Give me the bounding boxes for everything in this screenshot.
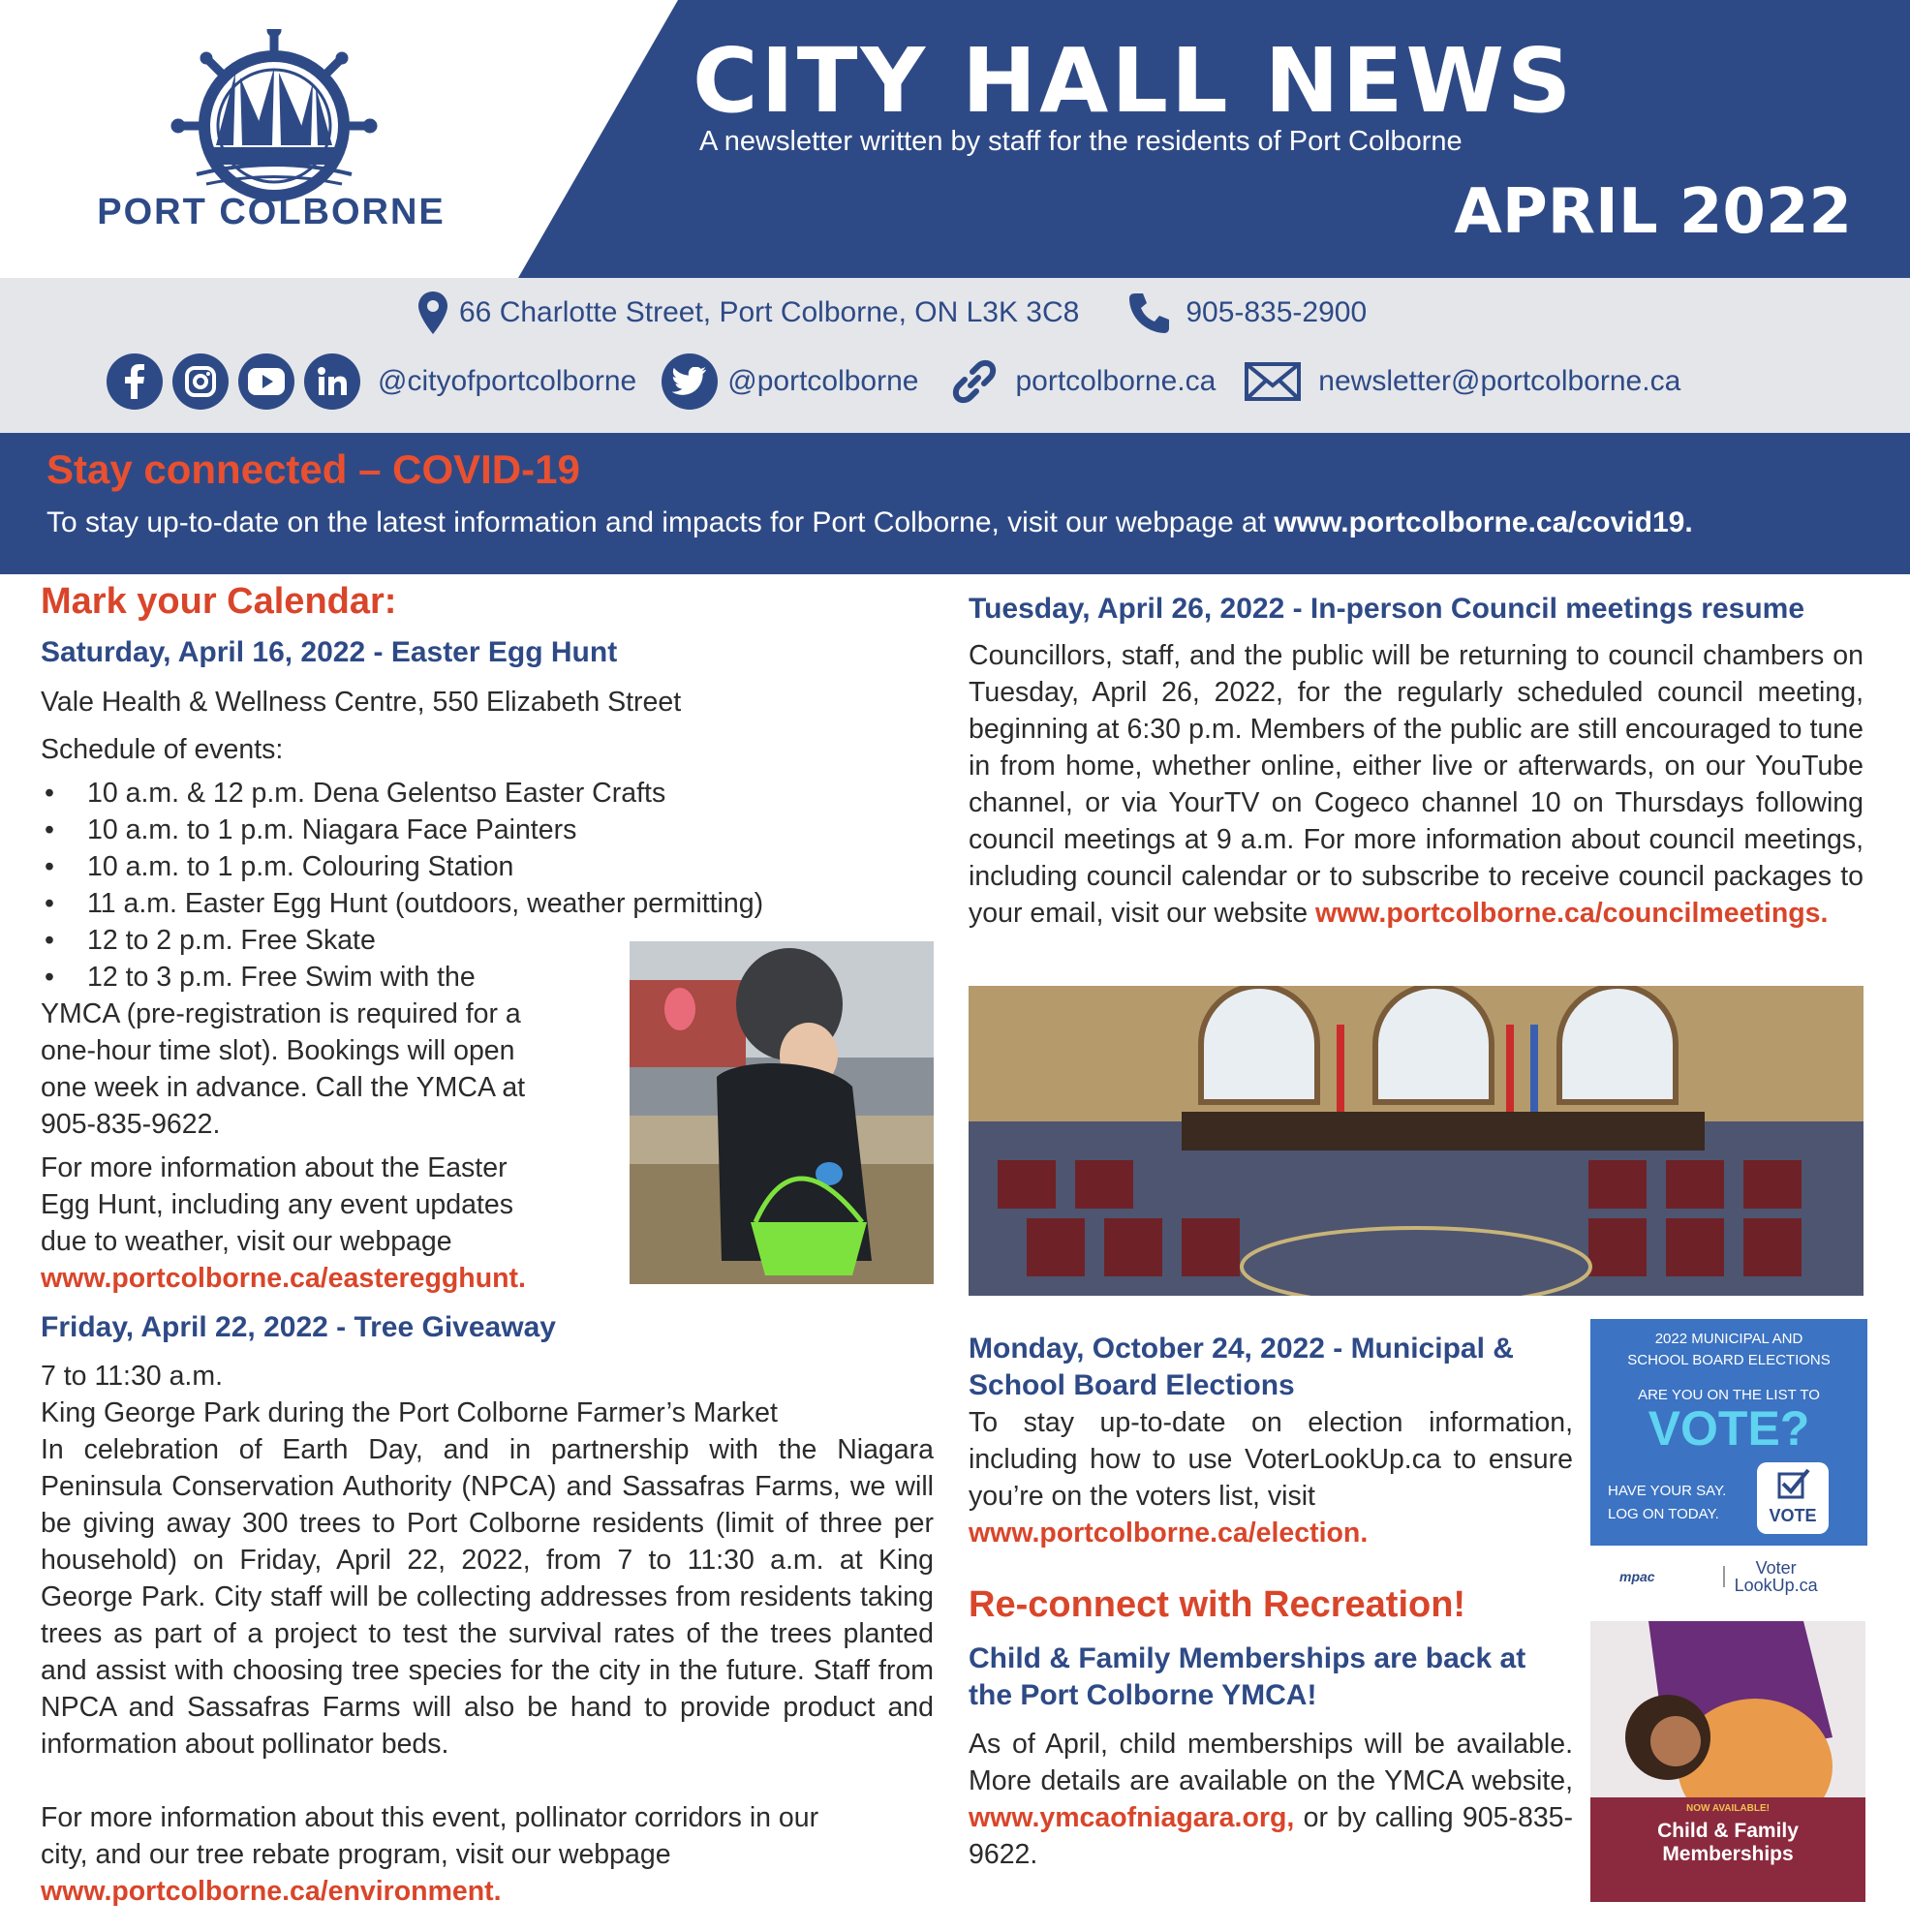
vote-badge <box>1757 1462 1829 1534</box>
text-line: For more information about the Easter <box>41 1152 508 1183</box>
org-name: PORT COLBORNE <box>97 192 446 232</box>
poster-line: 2022 MUNICIPAL AND <box>1654 1331 1803 1347</box>
email-text[interactable]: newsletter@portcolborne.ca <box>1318 365 1681 397</box>
election-link[interactable]: www.portcolborne.ca/election. <box>969 1518 1369 1549</box>
recreation-text <box>969 1726 1573 1873</box>
heading-line: School Board Elections <box>969 1369 1295 1401</box>
covid-body: To stay up-to-date on the latest information and impacts for Port Colborne, visit our webpage at <box>46 506 1275 538</box>
heading-line: Monday, October 24, 2022 - Municipal & <box>969 1333 1514 1365</box>
text-line: city, and our tree rebate program, visit our webpage <box>41 1839 671 1870</box>
elections-body: To stay up-to-date on election information, including how to use VoterLookUp.ca to ensure you’re on the voters list, visit <box>969 1407 1573 1512</box>
easter-photo <box>630 941 934 1284</box>
council-link[interactable]: www.portcolborne.ca/councilmeetings. <box>1314 898 1829 929</box>
social-handle[interactable]: @cityofportcolborne <box>378 365 637 397</box>
text-line: 905-835-9622. <box>41 1109 221 1140</box>
instagram-icon[interactable] <box>172 353 229 410</box>
list-item: • 10 a.m. & 12 p.m. Dena Gelentso Easter Crafts <box>41 775 763 812</box>
schedule-label: Schedule of events: <box>41 734 284 765</box>
text-line: due to weather, visit our webpage <box>41 1226 452 1257</box>
environment-link[interactable]: www.portcolborne.ca/environment. <box>41 1876 502 1907</box>
poster-line: SCHOOL BOARD ELECTIONS <box>1627 1352 1831 1368</box>
easter-heading: Saturday, April 16, 2022 - Easter Egg Hunt <box>41 636 618 668</box>
covid-banner <box>0 433 1910 574</box>
contact-row-1 <box>418 290 1367 336</box>
recreation-subheading: Child & Family Memberships are back at the Port Colborne YMCA! <box>969 1642 1526 1711</box>
mail-icon <box>1245 362 1301 401</box>
list-item: • 10 a.m. to 1 p.m. Colouring Station <box>41 848 763 885</box>
swim-details <box>41 996 525 1143</box>
checkbox-icon <box>1773 1468 1812 1501</box>
location-pin-icon <box>418 291 447 334</box>
text-line: one week in advance. Call the YMCA at <box>41 1072 526 1103</box>
text-line: Egg Hunt, including any event updates <box>41 1189 514 1220</box>
badge-text: VOTE <box>1769 1506 1817 1525</box>
newsletter-header <box>0 0 1910 278</box>
poster-line: LOG ON TODAY. <box>1608 1506 1719 1522</box>
list-item: • 12 to 2 p.m. Free Skate <box>41 922 763 959</box>
council-chambers-photo <box>969 986 1864 1296</box>
newsletter-title: CITY HALL NEWS <box>693 29 1575 133</box>
tree-location: King George Park during the Port Colborne Farmer’s Market <box>41 1397 778 1428</box>
ymca-link[interactable]: www.ymcaofniagara.org, <box>969 1802 1295 1833</box>
linkedin-icon[interactable] <box>304 353 360 410</box>
vote-sponsors <box>1619 1559 1818 1594</box>
phone-text[interactable]: 905-835-2900 <box>1186 296 1368 328</box>
voterlookup-logo <box>1735 1559 1818 1594</box>
youtube-icon[interactable] <box>238 353 294 410</box>
poster-vote: VOTE? <box>1648 1401 1810 1456</box>
covid-text <box>46 506 1693 539</box>
list-item: • 12 to 3 p.m. Free Swim with the <box>41 959 763 996</box>
calendar-heading: Mark your Calendar: <box>41 581 397 622</box>
contact-row-2 <box>107 353 1680 410</box>
covid-heading: Stay connected – COVID-19 <box>46 446 580 492</box>
tree-heading: Friday, April 22, 2022 - Tree Giveaway <box>41 1311 556 1343</box>
easter-location: Vale Health & Wellness Centre, 550 Elizabeth Street <box>41 687 682 718</box>
tree-more-info <box>41 1799 818 1910</box>
contact-bar <box>0 278 1910 433</box>
mpac-logo: mpac <box>1619 1569 1655 1584</box>
text-line: YMCA (pre-registration is required for a <box>41 998 521 1029</box>
tree-time: 7 to 11:30 a.m. <box>41 1361 224 1392</box>
elections-heading <box>969 1331 1514 1404</box>
facebook-icon[interactable] <box>107 353 163 410</box>
text-line: one-hour time slot). Bookings will open <box>41 1035 515 1066</box>
newsletter-subtitle: A newsletter written by staff for the residents of Port Colborne <box>699 126 1463 157</box>
covid-link[interactable]: www.portcolborne.ca/covid19. <box>1274 506 1693 538</box>
issue-date: APRIL 2022 <box>1454 176 1852 248</box>
council-text <box>969 637 1864 932</box>
council-body: Councillors, staff, and the public will be returning to council chambers on Tuesday, April 26, 2022, for the regularly scheduled council meeting, beginning at 6:30 p.m. Members of the public are still encouraged to tune in from home, whether online, either live or afterwards, on our YouTube channel, or via YourTV on Cogeco channel 10 on Thursdays following council meetings at 9 a.m. For more information about council meetings, including council calendar or to subscribe to receive council packages to your email, visit our website <box>969 640 1864 929</box>
tree-body: In celebration of Earth Day, and in partnership with the Niagara Peninsula Conservation Authority (NPCA) and Sassafras Farms, we will be giving away 300 trees to Port Colborne residents (limit of three per household) on Friday, April 22, 2022, from 7 to 11:30 a.m. at King George Park. City staff will be collecting addresses from residents taking trees as part of a project to test the survival rates of the trees planted and assist with choosing tree species for the city in the future. Staff from NPCA and Sassafras Farms will also be hand to provide product and information about pollinator beds. <box>41 1434 934 1760</box>
recreation-body-end: or by calling 905-835-9622. <box>969 1802 1574 1870</box>
poster-small: NOW AVAILABLE! <box>1686 1803 1770 1814</box>
vote-poster <box>1590 1319 1867 1546</box>
poster-line: Child & Family <box>1657 1820 1799 1842</box>
poster-line: Memberships <box>1662 1843 1794 1865</box>
text-line: For more information about this event, pollinator corridors in our <box>41 1802 819 1833</box>
poster-question: ARE YOU ON THE LIST TO <box>1638 1387 1820 1403</box>
twitter-icon[interactable] <box>662 353 718 410</box>
link-icon <box>951 358 998 405</box>
recreation-heading: Re-connect with Recreation! <box>969 1584 1466 1625</box>
website-text[interactable]: portcolborne.ca <box>1015 365 1217 397</box>
list-item: • 11 a.m. Easter Egg Hunt (outdoors, weather permitting) <box>41 885 763 922</box>
poster-line: HAVE YOUR SAY. <box>1608 1483 1727 1499</box>
easter-more-info <box>41 1150 526 1297</box>
voterlookup-line: Voter <box>1755 1558 1797 1578</box>
twitter-handle[interactable]: @portcolborne <box>727 365 919 397</box>
recreation-body: As of April, child memberships will be available. More details are available on the YMCA website, <box>969 1729 1573 1796</box>
ymca-poster <box>1590 1621 1865 1902</box>
address-text: 66 Charlotte Street, Port Colborne, ON L3K 3C8 <box>459 296 1080 328</box>
easter-link[interactable]: www.portcolborne.ca/easteregghunt. <box>41 1263 526 1294</box>
list-item: • 10 a.m. to 1 p.m. Niagara Face Painters <box>41 812 763 848</box>
council-heading: Tuesday, April 26, 2022 - In-person Council meetings resume <box>969 593 1805 625</box>
phone-icon <box>1125 290 1172 336</box>
voterlookup-line: LookUp.ca <box>1734 1576 1818 1595</box>
